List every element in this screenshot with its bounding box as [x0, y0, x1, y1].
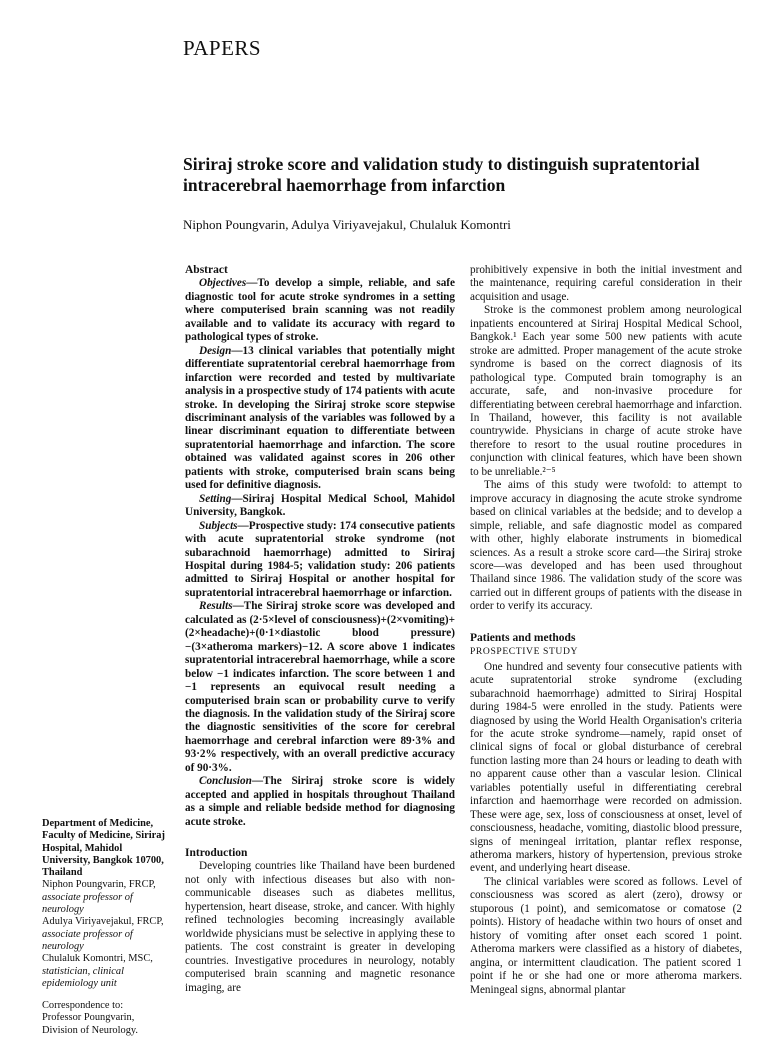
setting-label: Setting	[199, 492, 232, 505]
conclusion-text: —The Siriraj stroke score is widely accepted and applied in hospitals throughout Thailand as a simple and reliable bedside method for diagnosing acute stroke.	[185, 775, 455, 828]
author-list: Niphon Poungvarin, Adulya Viriyavejakul, Chulaluk Komontri	[183, 217, 511, 232]
affiliation-sidebar	[42, 818, 177, 1037]
abstract-setting	[185, 493, 455, 520]
methods-heading: Patients and methods	[470, 631, 576, 644]
introduction-heading: Introduction	[185, 847, 248, 860]
objectives-label: Objectives	[199, 277, 247, 290]
author-3-credit: Chulaluk Komontri, MSC,	[42, 953, 153, 965]
abstract-heading: Abstract	[185, 264, 228, 276]
objectives-text: —To develop a simple, reliable, and safe diagnostic tool for acute stroke syndromes in a setting where computerised brain scanning was not readily available and to validate its accuracy with regard to pathological types of stroke.	[185, 277, 455, 344]
continued-paragraph: prohibitively expensive in both the initial investment and the maintenance, requiring careful consideration in their acquisition and usage.	[470, 264, 742, 303]
abstract-objectives	[185, 277, 455, 344]
conclusion-label: Conclusion	[199, 775, 252, 788]
abstract-results	[185, 600, 455, 775]
abstract-conclusion	[185, 775, 455, 829]
article-title: Siriraj stroke score and validation study to distinguish supratentorial intracerebral haemorrhage from infarction	[183, 154, 700, 195]
subjects-label: Subjects	[199, 519, 238, 532]
body-column	[470, 264, 742, 997]
results-label: Results	[199, 600, 233, 613]
author-3-role: statistician, clinical epidemiology unit	[42, 965, 124, 989]
results-text: —The Siriraj stroke score was developed and calculated as (2·5×level of consciousness)+(2×vomiting)+(2×headache)+(0·1×diastolic blood pressure)−(3×atheroma markers)−12. A score above 1 indicates supratentorial intracerebral haemorrhage, while a score below −1 indicates infarction. The score between 1 and −1 represents an equivocal result needing a computerised brain scan or probability curve to verify the diagnosis. In the validation study of the Siriraj score the diagnostic sensitivities of the score for cerebral haemorrhage and cerebral infarction were 89·3% and 93·2% respectively, with an overall predictive accuracy of 90·3%.	[185, 600, 455, 774]
author-2-role: associate professor of neurology	[42, 928, 133, 952]
department-line-3: Hospital, Mahidol	[42, 842, 123, 854]
design-label: Design	[199, 344, 232, 357]
methods-subheading: PROSPECTIVE STUDY	[470, 646, 579, 658]
correspondence-line-3: Division of Neurology.	[42, 1024, 139, 1036]
methods-paragraph-2: The clinical variables were scored as follows. Level of consciousness was scored as alert (zero), drowsy or stuporous (1 point), and semicomatose or comatose (2 points). History of headache within two hours of onset and history of vomiting after onset each scored 1 point. Atheroma markers were classified as a history of diabetes, angina, or intermittent claudication. The patient scored 1 point if he or she had one or more atheroma markers. Meningeal signs, abnormal plantar	[470, 875, 742, 996]
department-line-2: Faculty of Medicine, Siriraj	[42, 830, 165, 842]
methods-paragraph-1: One hundred and seventy four consecutive patients with acute supratentorial stroke syndrome (excluding subarachnoid haemorrhage) admitted to Siriraj Hospital during 1984-5 were enrolled in the study. Patients were diagnosed by using the World Health Organisation's criteria for the acute stroke syndrome—namely, rapid onset of clinical signs of focal or global disturbance of cerebral function lasting more than 24 hours or leading to death with no apparent cause other than a vascular lesion. Clinical variables potentially useful in differentiating cerebral infarction and haemorrhage were recorded on admission. These were age, sex, loss of consciousness at onset, level of consciousness, headache, vomiting, diastolic blood pressure, signs of meningeal irritation, plantar reflex response, atheroma markers, history of hypertension, previous stroke event, and underlying heart disease.	[470, 660, 742, 875]
design-text: —13 clinical variables that potentially might differentiate supratentorial cerebral haemorrhage from infarction were recorded and tested by multivariate analysis in a prospective study of 174 patients with acute stroke. In developing the Siriraj stroke score stepwise discriminant analysis of the variables was followed by a linear discriminant equation to differentiate between supratentorial haemorrhage and infarction. The score obtained was validated against scores in 206 other patients with stroke, computerised brain scans being used for definitive diagnosis.	[185, 344, 455, 492]
introduction-paragraph: Developing countries like Thailand have been burdened not only with infectious diseases but also with non-communicable diseases such as diabetes mellitus, hypertension, heart disease, stroke, and cancer. With highly refined technologies becoming increasingly available worldwide physicians must be selective in applying these to patients. The cost constraint is greater in developing countries. Investigative procedures in neurology, notably computerised brain scanning and magnetic resonance imaging, are	[185, 860, 455, 994]
stroke-paragraph: Stroke is the commonest problem among neurological inpatients encountered at Siriraj Hospital Medical School, Bangkok.¹ Each year some 500 new patients with acute stroke are admitted. Proper management of the acute stroke syndrome is based on the correct diagnosis of its pathological type. Computed brain tomography is an accurate, safe, and non-invasive procedure for differentiating between cerebral haemorrhage and infarction. In Thailand, however, this facility is not available countrywide. Physicians in charge of acute stroke have therefore to resort to the usual routine procedures in conjunction with clinical features, which have been shown to be unreliable.²⁻⁵	[470, 304, 742, 478]
aims-paragraph: The aims of this study were twofold: to attempt to improve accuracy in diagnosing the acute stroke syndrome based on clinical variables at the bedside; and to develop a simple, reliable, and safe diagnostic model as compared with other, highly elaborate instruments in biomedical sciences. As a result a stroke score card—the Siriraj stroke score—was developed and has been used throughout Thailand since 1986. The validation study of the score was carried out in different groups of patients with the disease in order to verify its accuracy.	[470, 479, 742, 613]
section-header: PAPERS	[183, 36, 262, 60]
setting-text: —Siriraj Hospital Medical School, Mahidol University, Bangkok.	[185, 492, 455, 519]
department-line-5: Thailand	[42, 867, 83, 879]
department-line-4: University, Bangkok 10700,	[42, 854, 164, 866]
subjects-text: —Prospective study: 174 consecutive patients with acute supratentorial stroke syndrome (not subarachnoid haemorrhage) admitted to Siriraj Hospital during 1984-5; validation study: 206 patients admitted to Siriraj Hospital or another hospital for supratentorial intracerebral haemorrhage or infarction.	[185, 519, 455, 599]
abstract-column	[185, 264, 455, 995]
author-1-credit: Niphon Poungvarin, FRCP,	[42, 879, 156, 891]
author-2-credit: Adulya Viriyavejakul, FRCP,	[42, 916, 164, 928]
abstract-design	[185, 345, 455, 493]
correspondence-line-2: Professor Poungvarin,	[42, 1012, 135, 1024]
abstract-subjects	[185, 520, 455, 601]
department-line-1: Department of Medicine,	[42, 818, 154, 829]
author-1-role: associate professor of neurology	[42, 891, 133, 916]
correspondence-line-1: Correspondence to:	[42, 1000, 124, 1012]
